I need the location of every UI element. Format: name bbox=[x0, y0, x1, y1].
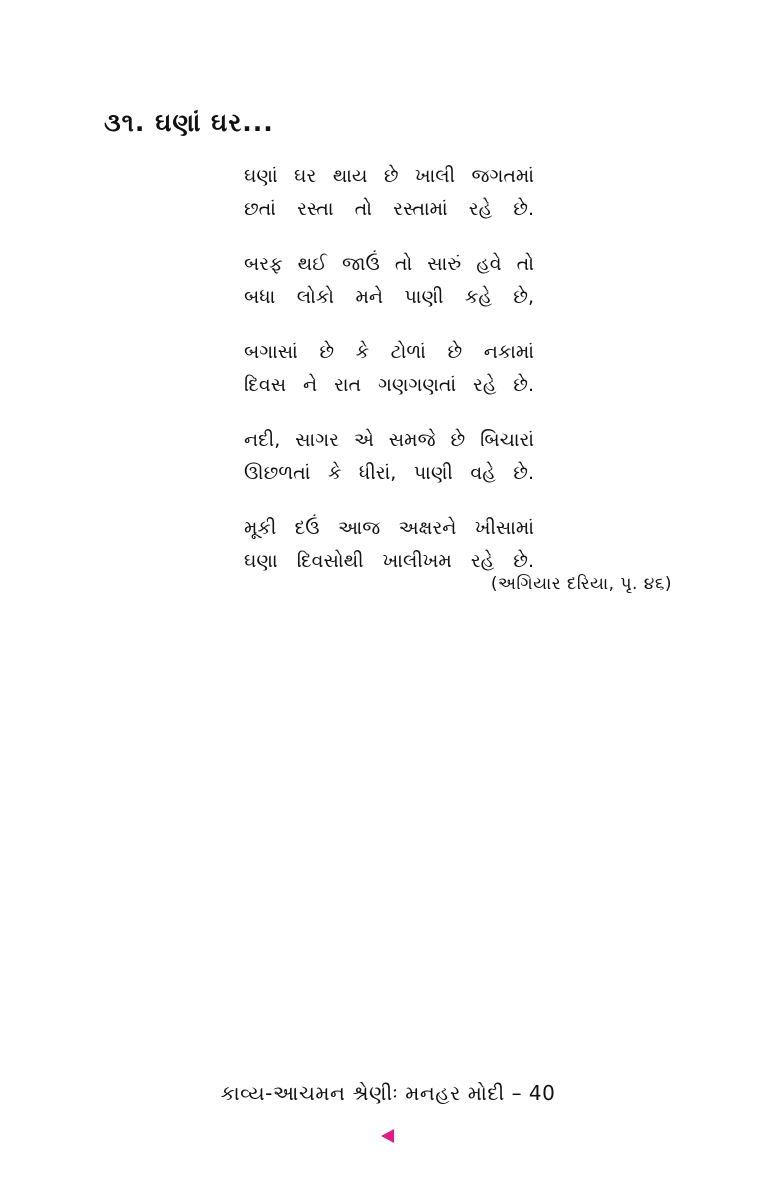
stanza bbox=[244, 160, 534, 226]
page-footer: કાવ્ય-આચમન શ્રેણીઃ મનહર મોદી – 40 bbox=[220, 1081, 556, 1105]
poem-line: બગાસાં છે કે ટોળાં છે નકામાં bbox=[244, 341, 534, 363]
poem bbox=[244, 160, 534, 600]
page-title: ૩૧. ઘણાં ઘર... bbox=[104, 108, 274, 137]
stanza bbox=[244, 512, 534, 578]
stanza bbox=[244, 248, 534, 314]
poem-line: નદી, સાગર એ સમજે છે બિચારાં bbox=[244, 429, 534, 451]
poem-line: છતાં રસ્તા તો રસ્તામાં રહે છે. bbox=[244, 198, 534, 220]
poem-line: મૂકી દઉં આજ અક્ષરને ખીસામાં bbox=[244, 517, 534, 539]
stanza bbox=[244, 336, 534, 402]
poem-line: ઘણાં ઘર થાય છે ખાલી જગતમાં bbox=[244, 165, 534, 187]
poem-line: ઘણા દિવસોથી ખાલીખમ રહે છે. bbox=[244, 550, 534, 572]
source-citation: (અગિયાર દરિયા, પૃ. ૪૬) bbox=[490, 574, 672, 594]
poem-line: બધા લોકો મને પાણી કહે છે, bbox=[244, 286, 534, 308]
previous-page-arrow-icon[interactable] bbox=[381, 1129, 394, 1143]
poem-line: ઊછળતાં કે ધીરાં, પાણી વહે છે. bbox=[244, 462, 534, 484]
stanza bbox=[244, 424, 534, 490]
poem-line: બરફ થઈ જાઉં તો સારું હવે તો bbox=[244, 253, 534, 275]
poem-line: દિવસ ને રાત ગણગણતાં રહે છે. bbox=[244, 374, 534, 396]
